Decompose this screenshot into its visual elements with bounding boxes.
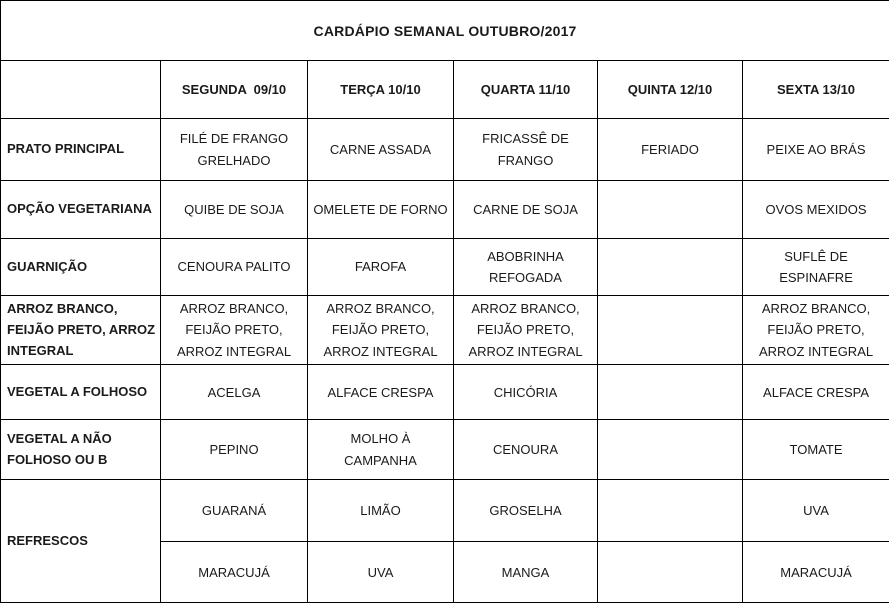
menu-cell: ARROZ BRANCO, FEIJÃO PRETO, ARROZ INTEGRAL xyxy=(308,296,454,365)
menu-cell: QUIBE DE SOJA xyxy=(161,181,308,239)
menu-cell: OMELETE DE FORNO xyxy=(308,181,454,239)
row-label-vegetal-nao-folhoso: VEGETAL A NÃO FOLHOSO OU B xyxy=(1,420,161,480)
table-row xyxy=(1,420,889,480)
menu-cell xyxy=(598,365,743,420)
menu-cell: MANGA xyxy=(454,542,598,603)
menu-cell: CENOURA PALITO xyxy=(161,239,308,296)
menu-cell: ARROZ BRANCO, FEIJÃO PRETO, ARROZ INTEGRAL xyxy=(161,296,308,365)
menu-cell: FRICASSÊ DE FRANGO xyxy=(454,119,598,181)
menu-cell: SUFLÊ DE ESPINAFRE xyxy=(743,239,889,296)
row-label-opcao-vegetariana: OPÇÃO VEGETARIANA xyxy=(1,181,161,239)
menu-cell xyxy=(598,296,743,365)
menu-cell: CENOURA xyxy=(454,420,598,480)
table-row xyxy=(1,239,889,296)
menu-cell: CARNE DE SOJA xyxy=(454,181,598,239)
menu-cell: ALFACE CRESPA xyxy=(743,365,889,420)
table-row xyxy=(1,119,889,181)
menu-cell: MARACUJÁ xyxy=(161,542,308,603)
day-header-friday: SEXTA 13/10 xyxy=(743,61,889,119)
menu-cell: CARNE ASSADA xyxy=(308,119,454,181)
table-row xyxy=(1,365,889,420)
day-header-wednesday: QUARTA 11/10 xyxy=(454,61,598,119)
menu-cell: UVA xyxy=(308,542,454,603)
menu-cell xyxy=(598,181,743,239)
row-label-guarnicao: GUARNIÇÃO xyxy=(1,239,161,296)
row-label-vegetal-folhoso: VEGETAL A FOLHOSO xyxy=(1,365,161,420)
menu-cell xyxy=(598,239,743,296)
menu-cell: LIMÃO xyxy=(308,480,454,542)
day-header-tuesday: TERÇA 10/10 xyxy=(308,61,454,119)
row-label-arroz-feijao: ARROZ BRANCO, FEIJÃO PRETO, ARROZ INTEGRAL xyxy=(1,296,161,365)
menu-cell: ARROZ BRANCO, FEIJÃO PRETO, ARROZ INTEGRAL xyxy=(743,296,889,365)
menu-cell: TOMATE xyxy=(743,420,889,480)
corner-cell xyxy=(1,61,161,119)
row-label-prato-principal: PRATO PRINCIPAL xyxy=(1,119,161,181)
menu-cell: ARROZ BRANCO, FEIJÃO PRETO, ARROZ INTEGRAL xyxy=(454,296,598,365)
menu-cell xyxy=(598,542,743,603)
menu-cell xyxy=(598,480,743,542)
table-row xyxy=(1,296,889,365)
menu-cell: FILÉ DE FRANGO GRELHADO xyxy=(161,119,308,181)
menu-cell: GUARANÁ xyxy=(161,480,308,542)
menu-cell: PEPINO xyxy=(161,420,308,480)
menu-cell: GROSELHA xyxy=(454,480,598,542)
menu-cell xyxy=(598,420,743,480)
menu-cell: OVOS MEXIDOS xyxy=(743,181,889,239)
table-row xyxy=(1,181,889,239)
menu-cell: FAROFA xyxy=(308,239,454,296)
page-title: CARDÁPIO SEMANAL OUTUBRO/2017 xyxy=(1,1,889,61)
day-header-monday: SEGUNDA 09/10 xyxy=(161,61,308,119)
row-label-refrescos: REFRESCOS xyxy=(1,480,161,603)
menu-cell: ABOBRINHA REFOGADA xyxy=(454,239,598,296)
menu-cell: UVA xyxy=(743,480,889,542)
day-header-thursday: QUINTA 12/10 xyxy=(598,61,743,119)
menu-cell: ALFACE CRESPA xyxy=(308,365,454,420)
table-row xyxy=(1,480,889,542)
menu-cell: CHICÓRIA xyxy=(454,365,598,420)
menu-cell: ACELGA xyxy=(161,365,308,420)
menu-cell: FERIADO xyxy=(598,119,743,181)
menu-cell: MARACUJÁ xyxy=(743,542,889,603)
menu-cell: MOLHO À CAMPANHA xyxy=(308,420,454,480)
menu-cell: PEIXE AO BRÁS xyxy=(743,119,889,181)
